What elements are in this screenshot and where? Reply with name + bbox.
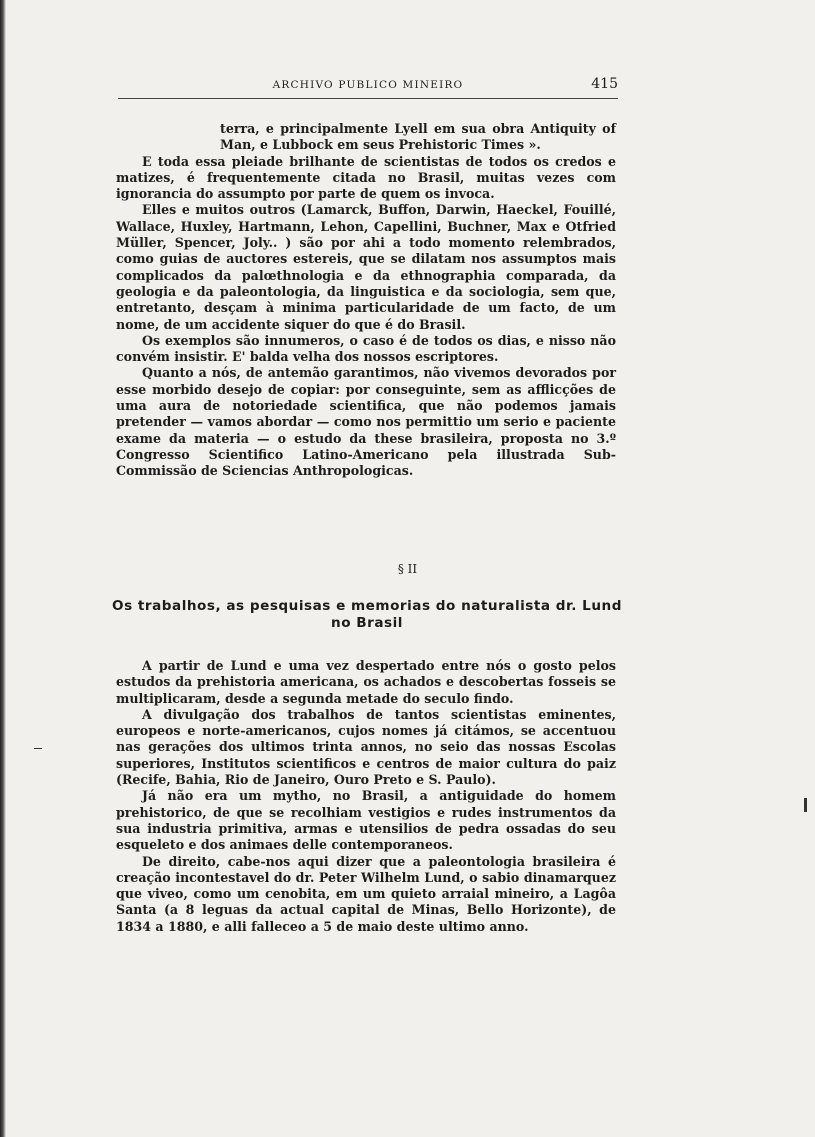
margin-mark: [34, 748, 42, 749]
margin-mark: [804, 798, 807, 812]
journal-title: ARCHIVO PUBLICO MINEIRO: [272, 79, 464, 91]
running-header: [118, 76, 618, 99]
paragraph: Elles e muitos outros (Lamarck, Buffon, Darwin, Haeckel, Fouillé, Wallace, Huxley, Hartmann, Lehon, Capellini, Buchner, Max e Otfried Müller, Spencer, Joly.. ) são por ahi a todo momento relembrados, como guias de auctores estereis, que se dilatam nos assumptos mais complicados da palœthnologia e da ethnographia comparada, da geologia e da paleontologia, da linguistica e da sociologia, sem que, entretanto, desçam à minima particularidade de um facto, de um nome, de um accidente siquer do que é do Brasil.: [116, 202, 616, 332]
paragraph: Os exemplos são innumeros, o caso é de todos os dias, e nisso não convém insistir. E' balda velha dos nossos escriptores.: [116, 332, 616, 365]
paragraph: Já não era um mytho, no Brasil, a antiguidade do homem prehistorico, de que se recolhiam vestigios e rudes instrumentos da sua industria primitiva, armas e utensilios de pedra ossadas do seu esqueleto e dos animaes delle contemporaneos.: [116, 788, 616, 853]
paragraph: Quanto a nós, de antemão garantimos, não vivemos devorados por esse morbido desejo de copiar: por conseguinte, sem as afflicções de uma aura de notoriedade scientifica, que não podemos jamais pretender — vamos abordar — como nos permittio um serio e paciente exame da materia — o estudo da these brasileira, proposta no 3.º Congresso Scientifico Latino-Americano pela illustrada Sub-Commissão de Sciencias Anthropologicas.: [116, 365, 616, 479]
top-text-block: [116, 121, 616, 480]
paragraph: A divulgação dos trabalhos de tantos scientistas eminentes, europeos e norte-americanos, cujos nomes já citámos, se accentuou nas gerações dos ultimos trinta annos, no seio das nossas Escolas superiores, Institutos scientificos e centros de maior cultura do paiz (Recife, Bahia, Rio de Janeiro, Ouro Preto e S. Paulo).: [116, 706, 616, 788]
bottom-text-block: [116, 658, 616, 935]
paragraph: De direito, cabe-nos aqui dizer que a paleontologia brasileira é creação incontestavel do dr. Peter Wilhelm Lund, o sabio dinamarquez que viveo, como um cenobita, em um quieto arraial mineiro, a Lagôa Santa (a 8 leguas da actual capital de Minas, Bello Horizonte), de 1834 a 1880, e alli falleceo a 5 de maio deste ultimo anno.: [116, 853, 616, 934]
page-number: 415: [591, 76, 618, 92]
paragraph: terra, e principalmente Lyell em sua obra Antiquity of Man, e Lubbock em seus Prehistoric Times ».: [220, 121, 616, 153]
section-heading: Os trabalhos, as pesquisas e memorias do naturalista dr. Lund no Brasil: [112, 598, 622, 631]
section-number: § II: [397, 562, 418, 576]
paragraph: A partir de Lund e uma vez despertado entre nós o gosto pelos estudos da prehistoria americana, os achados e descobertas fosseis se multiplicaram, desde a segunda metade do seculo findo.: [116, 658, 616, 706]
paragraph: E toda essa pleiade brilhante de scientistas de todos os credos e matizes, é frequentemente citada no Brasil, muitas vezes com ignorancia do assumpto por parte de quem os invoca.: [116, 153, 616, 202]
